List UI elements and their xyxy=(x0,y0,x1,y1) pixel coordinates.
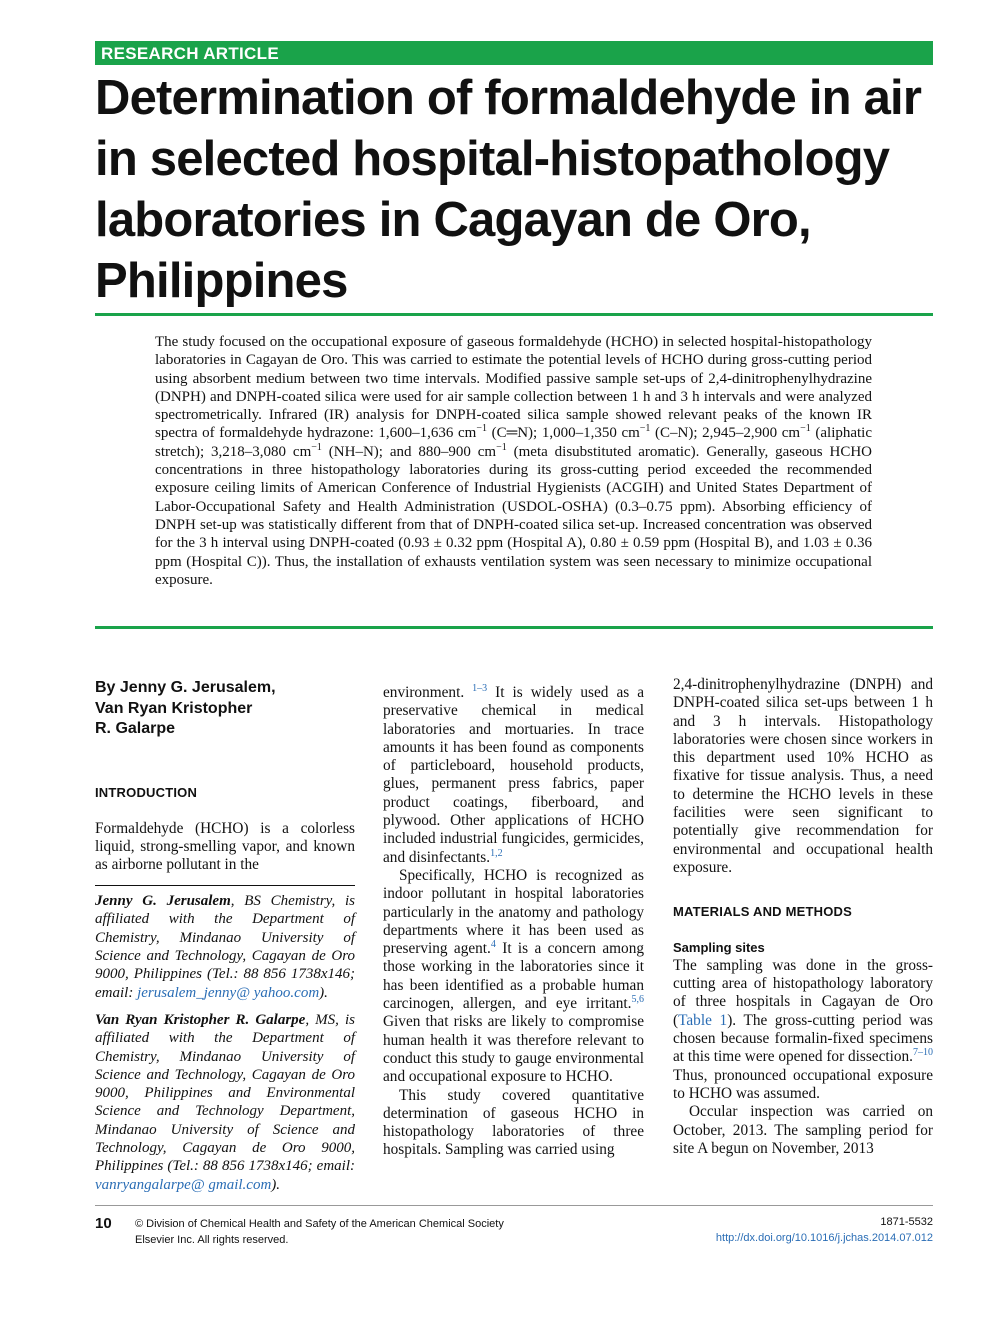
section-heading-introduction: INTRODUCTION xyxy=(95,784,198,800)
abstract-divider xyxy=(95,626,933,629)
affiliation-1: Jenny G. Jerusalem, BS Chemistry, is affiliated with the Department of Chemistry, Mindanao University of Science and Technology, Cagayan de Oro 9000, Philippines (Tel.: 88 856 1738x146; email: jerusalem_jenny@ yahoo.com). xyxy=(95,893,355,1001)
citation-ref[interactable]: 4 xyxy=(490,939,496,951)
body-paragraph: The sampling was done in the gross-cutting area of histopathology laboratory of three hospitals in Cagayan de Oro (Table 1). The gross-cutting period was chosen because formalin-fixed specimens at this time were opened for dissection.$^{7-10}$ Thus, pronounced occupational exposure to HCHO was assumed. xyxy=(673,956,934,1102)
intro-paragraph: Formaldehyde (HCHO) is a colorless liquid, strong-smelling vapor, and known as airborne pollutant in the xyxy=(95,819,355,874)
article-title: Determination of formaldehyde in air in selected hospital-histopathology laboratories in Cagayan de Oro, Philippines xyxy=(95,71,922,308)
column-2 xyxy=(383,684,644,1160)
column-3 xyxy=(673,676,933,1158)
copyright-notice: © Division of Chemical Health and Safety of the American Chemical Society Elsevier Inc. All rights reserved. xyxy=(135,1218,504,1246)
page-number: 10 xyxy=(95,1215,112,1232)
article-type-bar xyxy=(95,41,933,65)
affiliation-2: Van Ryan Kristopher R. Galarpe, MS, is affiliated with the Department of Chemistry, Mindanao University of Science and Technology, Cagayan de Oro 9000, Philippines and Environmental Science and Technology Department, Mindanao University of Science and Technology, Cagayan de Oro 9000, Philippines (Tel.: 88 856 1738x146; email: vanryangalarpe@ gmail.com). xyxy=(95,1011,355,1193)
body-paragraph: environment. $^{1-3}$ It is widely used as a preservative chemical in medical laboratories and mortuaries. In trace amounts it has been found as components of particleboard, household products, glues, permanent press fabrics, paper product coatings, fiberboard, and plywood. Other applications of HCHO included industrial fungicides, germicides, and disinfectants.$^{1,2}$ xyxy=(383,682,644,866)
citation-ref[interactable]: 1–3 xyxy=(472,682,488,694)
subsection-heading-sampling-sites: Sampling sites xyxy=(673,939,765,955)
body-paragraph: This study covered quantitative determination of gaseous HCHO in histopathology laboratories of three hospitals. Sampling was carried using xyxy=(383,1086,644,1159)
article-type-label: RESEARCH ARTICLE xyxy=(101,44,279,63)
footer-divider xyxy=(95,1205,933,1206)
body-paragraph: Occular inspection was carried on October, 2013. The sampling period for site A begun on November, 2013 xyxy=(673,1103,933,1157)
email-link-2[interactable]: vanryangalarpe@ gmail.com xyxy=(95,1176,272,1193)
citation-ref[interactable]: 7–10 xyxy=(913,1047,934,1059)
abstract: The study focused on the occupational exposure of gaseous formaldehyde (HCHO) in selected hospital-histopathology laboratories in Cagayan de Oro. This was carried to estimate the potential levels of HCHO during gross-cutting period using absorbent medium between two time intervals. Modified passive sample set-ups of 2,4-dinitrophenylhydrazine (DNPH) and DNPH-coated silica were used for air sample collection between 1 h and 3 h intervals and were analyzed spectrometrically. Infrared (IR) analysis for DNPH-coated silica sample showed relevant peaks of the known IR spectra of formaldehyde hydrazone: 1,600–1,636 $cm^{-1}$ (C═N); 1,000–1,350 $cm^{-1}$ (C–N); 2,945–2,900 $cm^{-1}$ (aliphatic stretch); 3,218–3,080 $cm^{-1}$ (NH–N); and 880–900 $cm^{-1}$ (meta disubstituted aromatic). Generally, gaseous HCHO concentrations in three histopathology laboratories during its gross-cutting period exceeded the recommended exposure ceiling limits of American Conference of Industrial Hygienists (ACGIH) and United States Department of Labor-Occupational Safety and Health Administration (USDOL-OSHA) (0.3–0.75 ppm). Absorbing efficiency of DNPH set-up was statistically different from that of DNPH-coated silica set-up. Increased concentration was observed for the 3 h interval using DNPH-coated (0.93 ± 0.32 ppm (Hospital A), 0.80 ± 0.59 ppm (Hospital B), and 1.03 ± 0.36 ppm (Hospital C)). Thus, the installation of exhausts ventilation system was seen necessary to minimize occupational exposure. xyxy=(155,334,873,588)
column-1 xyxy=(95,678,355,1194)
body-paragraph: 2,4-dinitrophenylhydrazine (DNPH) and DNPH-coated silica set-ups between 1 h and 3 h intervals. Histopathology laboratories were chosen since workers in this department used 10% HCHO as fixative for tissue analysis. Thus, a need to determine the HCHO levels in these facilities were seen significant to potentially give recommendation for environmental and occupational health exposure. xyxy=(673,676,933,876)
affiliation-divider xyxy=(95,885,355,887)
author-line: By Jenny G. Jerusalem, Van Ryan Kristopher R. Galarpe xyxy=(95,679,276,737)
citation-ref[interactable]: 5,6 xyxy=(631,993,644,1005)
body-paragraph: Specifically, HCHO is recognized as indoor pollutant in hospital laboratories particularly in the anatomy and pathology departments where it has been used as preserving agent.$^4$ It is a concern among those working in the laboratories since it has been identified as a probable human carcinogen, allergen, and eye irritant.$^{5,6}$ Given that risks are likely to compromise human health it was therefore relevant to conduct this study to gauge environmental and occupational exposure to HCHO. xyxy=(383,866,645,1086)
table-1-link[interactable]: Table 1 xyxy=(678,1011,728,1029)
title-divider xyxy=(95,313,933,316)
citation-ref[interactable]: 1,2 xyxy=(490,847,503,859)
email-link-1[interactable]: jerusalem_jenny@ yahoo.com xyxy=(137,984,320,1001)
issn: 1871-5532 xyxy=(880,1216,933,1228)
section-heading-methods: MATERIALS AND METHODS xyxy=(673,904,852,920)
doi-link[interactable]: http://dx.doi.org/10.1016/j.jchas.2014.07.012 xyxy=(715,1232,933,1244)
